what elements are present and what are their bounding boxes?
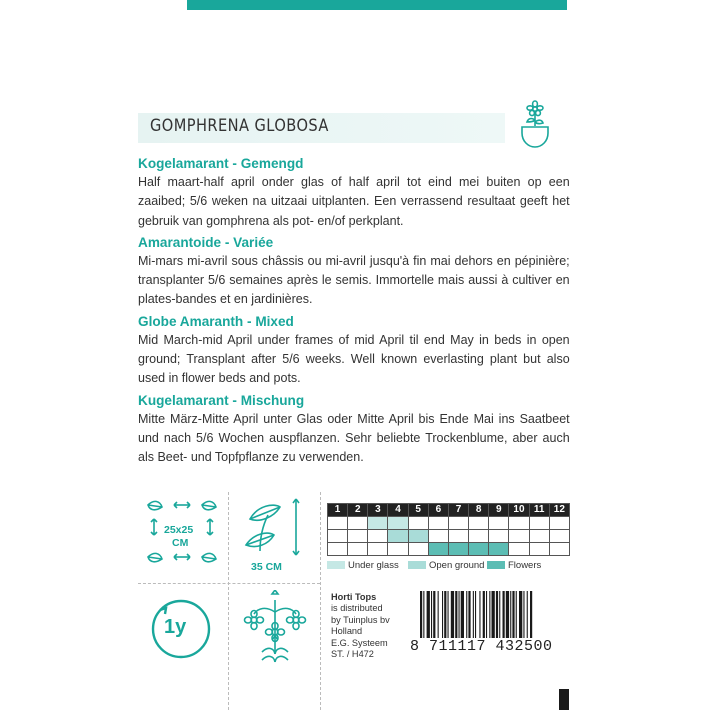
legend-swatch-flowers xyxy=(487,561,505,569)
distributor-line: by Tuinplus bv xyxy=(331,614,390,625)
calendar-cell xyxy=(348,543,368,556)
calendar-cell xyxy=(408,530,428,543)
calendar-cell xyxy=(509,517,529,530)
calendar-cell xyxy=(529,517,549,530)
calendar-cell xyxy=(549,517,569,530)
legend-under-glass xyxy=(327,560,399,571)
calendar-cell xyxy=(448,543,468,556)
calendar-cell xyxy=(428,530,448,543)
icon-divider-horizontal xyxy=(138,583,320,584)
spacing-label: 25x25 xyxy=(164,524,194,536)
black-registration-mark xyxy=(559,689,569,710)
calendar-row-under-glass xyxy=(328,517,570,530)
product-title: GOMPHRENA GLOBOSA xyxy=(150,116,329,136)
calendar-cell xyxy=(368,530,388,543)
description-content xyxy=(138,155,570,471)
calendar-cell xyxy=(348,530,368,543)
top-color-bar xyxy=(187,0,567,10)
distributor-line: is distributed xyxy=(331,603,383,614)
lifecycle-label: 1y xyxy=(164,616,187,638)
calendar-cell xyxy=(408,543,428,556)
section-text-dutch: Half maart-half april onder glas of half april tot eind mei buiten op een zaaibed; 5/6 weken na uitzaai uitplanten. Een verrassend resultaat geeft het gebruik van gomphrena als pot- en/of perkplant. xyxy=(138,174,570,228)
distributor-brand: Horti Tops xyxy=(331,592,377,602)
section-dutch xyxy=(138,155,570,230)
calendar-cell xyxy=(388,517,408,530)
potted-plant-icon xyxy=(518,100,552,150)
calendar-month: 7 xyxy=(448,504,468,517)
calendar-row-flowers xyxy=(328,543,570,556)
section-heading-english: Globe Amaranth - Mixed xyxy=(138,313,294,329)
height-label: 35 CM xyxy=(251,561,282,573)
calendar-cell xyxy=(509,530,529,543)
calendar-cell xyxy=(469,543,489,556)
calendar-cell xyxy=(448,517,468,530)
calendar-cell xyxy=(388,530,408,543)
distributor-line: Holland xyxy=(331,626,363,637)
section-heading-dutch: Kogelamarant - Gemengd xyxy=(138,156,304,171)
plant-height-icon xyxy=(240,495,310,565)
legend-label-flowers: Flowers xyxy=(508,560,542,571)
calendar-month: 5 xyxy=(408,504,428,517)
legend-label-open-ground: Open ground xyxy=(429,560,485,571)
calendar-cell xyxy=(328,543,348,556)
legend-swatch-open-ground xyxy=(408,561,426,569)
barcode-number: 8 711117 432500 xyxy=(410,638,553,655)
sowing-calendar xyxy=(327,503,570,556)
calendar-cell xyxy=(529,530,549,543)
spacing-unit: CM xyxy=(172,537,189,549)
legend-swatch-under-glass xyxy=(327,561,345,569)
legend-flowers xyxy=(487,560,541,571)
calendar-cell xyxy=(448,530,468,543)
calendar-cell xyxy=(428,517,448,530)
calendar-month: 9 xyxy=(489,504,509,517)
calendar-cell xyxy=(428,543,448,556)
calendar-cell xyxy=(489,530,509,543)
calendar-cell xyxy=(328,530,348,543)
calendar-cell xyxy=(509,543,529,556)
calendar-cell xyxy=(368,517,388,530)
distributor-info xyxy=(331,592,390,660)
calendar-month: 10 xyxy=(509,504,529,517)
calendar-cell xyxy=(549,530,569,543)
section-text-english: Mid March-mid April under frames of mid April til end May in beds in open ground; Transplant after 5/6 weeks. Well known everlasting plant but also used in flower beds and pots. xyxy=(138,331,570,386)
flower-plant-icon xyxy=(232,590,318,668)
calendar-cell xyxy=(348,517,368,530)
calendar-row-open-ground xyxy=(328,530,570,543)
section-german xyxy=(138,392,570,467)
section-text-german: Mitte März-Mitte April unter Glas oder Mitte April bis Ende Mai ins Saatbeet und nach 5/6 Wochen auspflanzen. Sehr beliebte Trockenblume, aber auch als Beet- und Topfpflanze zu verwenden. xyxy=(138,410,570,465)
calendar-cell xyxy=(529,543,549,556)
calendar-month: 6 xyxy=(428,504,448,517)
calendar-month: 11 xyxy=(529,504,549,517)
legend-open-ground xyxy=(408,560,484,571)
calendar-cell xyxy=(549,543,569,556)
calendar-cell xyxy=(328,517,348,530)
section-text-french: Mi-mars mi-avril sous châssis ou mi-avril jusqu'à fin mai dehors en pépinière; transplanter 5/6 semaines après le semis. Immortelle mais aussi à cultiver en plates-bandes et en jardinières. xyxy=(138,252,570,307)
calendar-month: 12 xyxy=(549,504,569,517)
calendar-cell xyxy=(489,543,509,556)
calendar-cell xyxy=(408,517,428,530)
distributor-line: ST. / H472 xyxy=(331,649,374,660)
calendar-cell xyxy=(388,543,408,556)
distributor-line: E.G. Systeem xyxy=(331,637,388,648)
section-heading-german: Kugelamarant - Mischung xyxy=(138,392,305,408)
calendar-cell xyxy=(469,517,489,530)
icon-divider-vertical-2 xyxy=(320,492,321,710)
calendar-month: 1 xyxy=(328,504,348,517)
calendar-months-row xyxy=(328,504,570,517)
section-french xyxy=(138,234,570,309)
calendar-cell xyxy=(368,543,388,556)
calendar-cell xyxy=(489,517,509,530)
calendar-month: 4 xyxy=(388,504,408,517)
section-heading-french: Amarantoide - Variée xyxy=(138,234,274,250)
section-english xyxy=(138,313,570,388)
calendar-month: 2 xyxy=(348,504,368,517)
calendar-cell xyxy=(469,530,489,543)
icon-divider-vertical-1 xyxy=(228,492,229,710)
calendar-month: 8 xyxy=(469,504,489,517)
legend-label-under-glass: Under glass xyxy=(348,560,399,571)
calendar-month: 3 xyxy=(368,504,388,517)
